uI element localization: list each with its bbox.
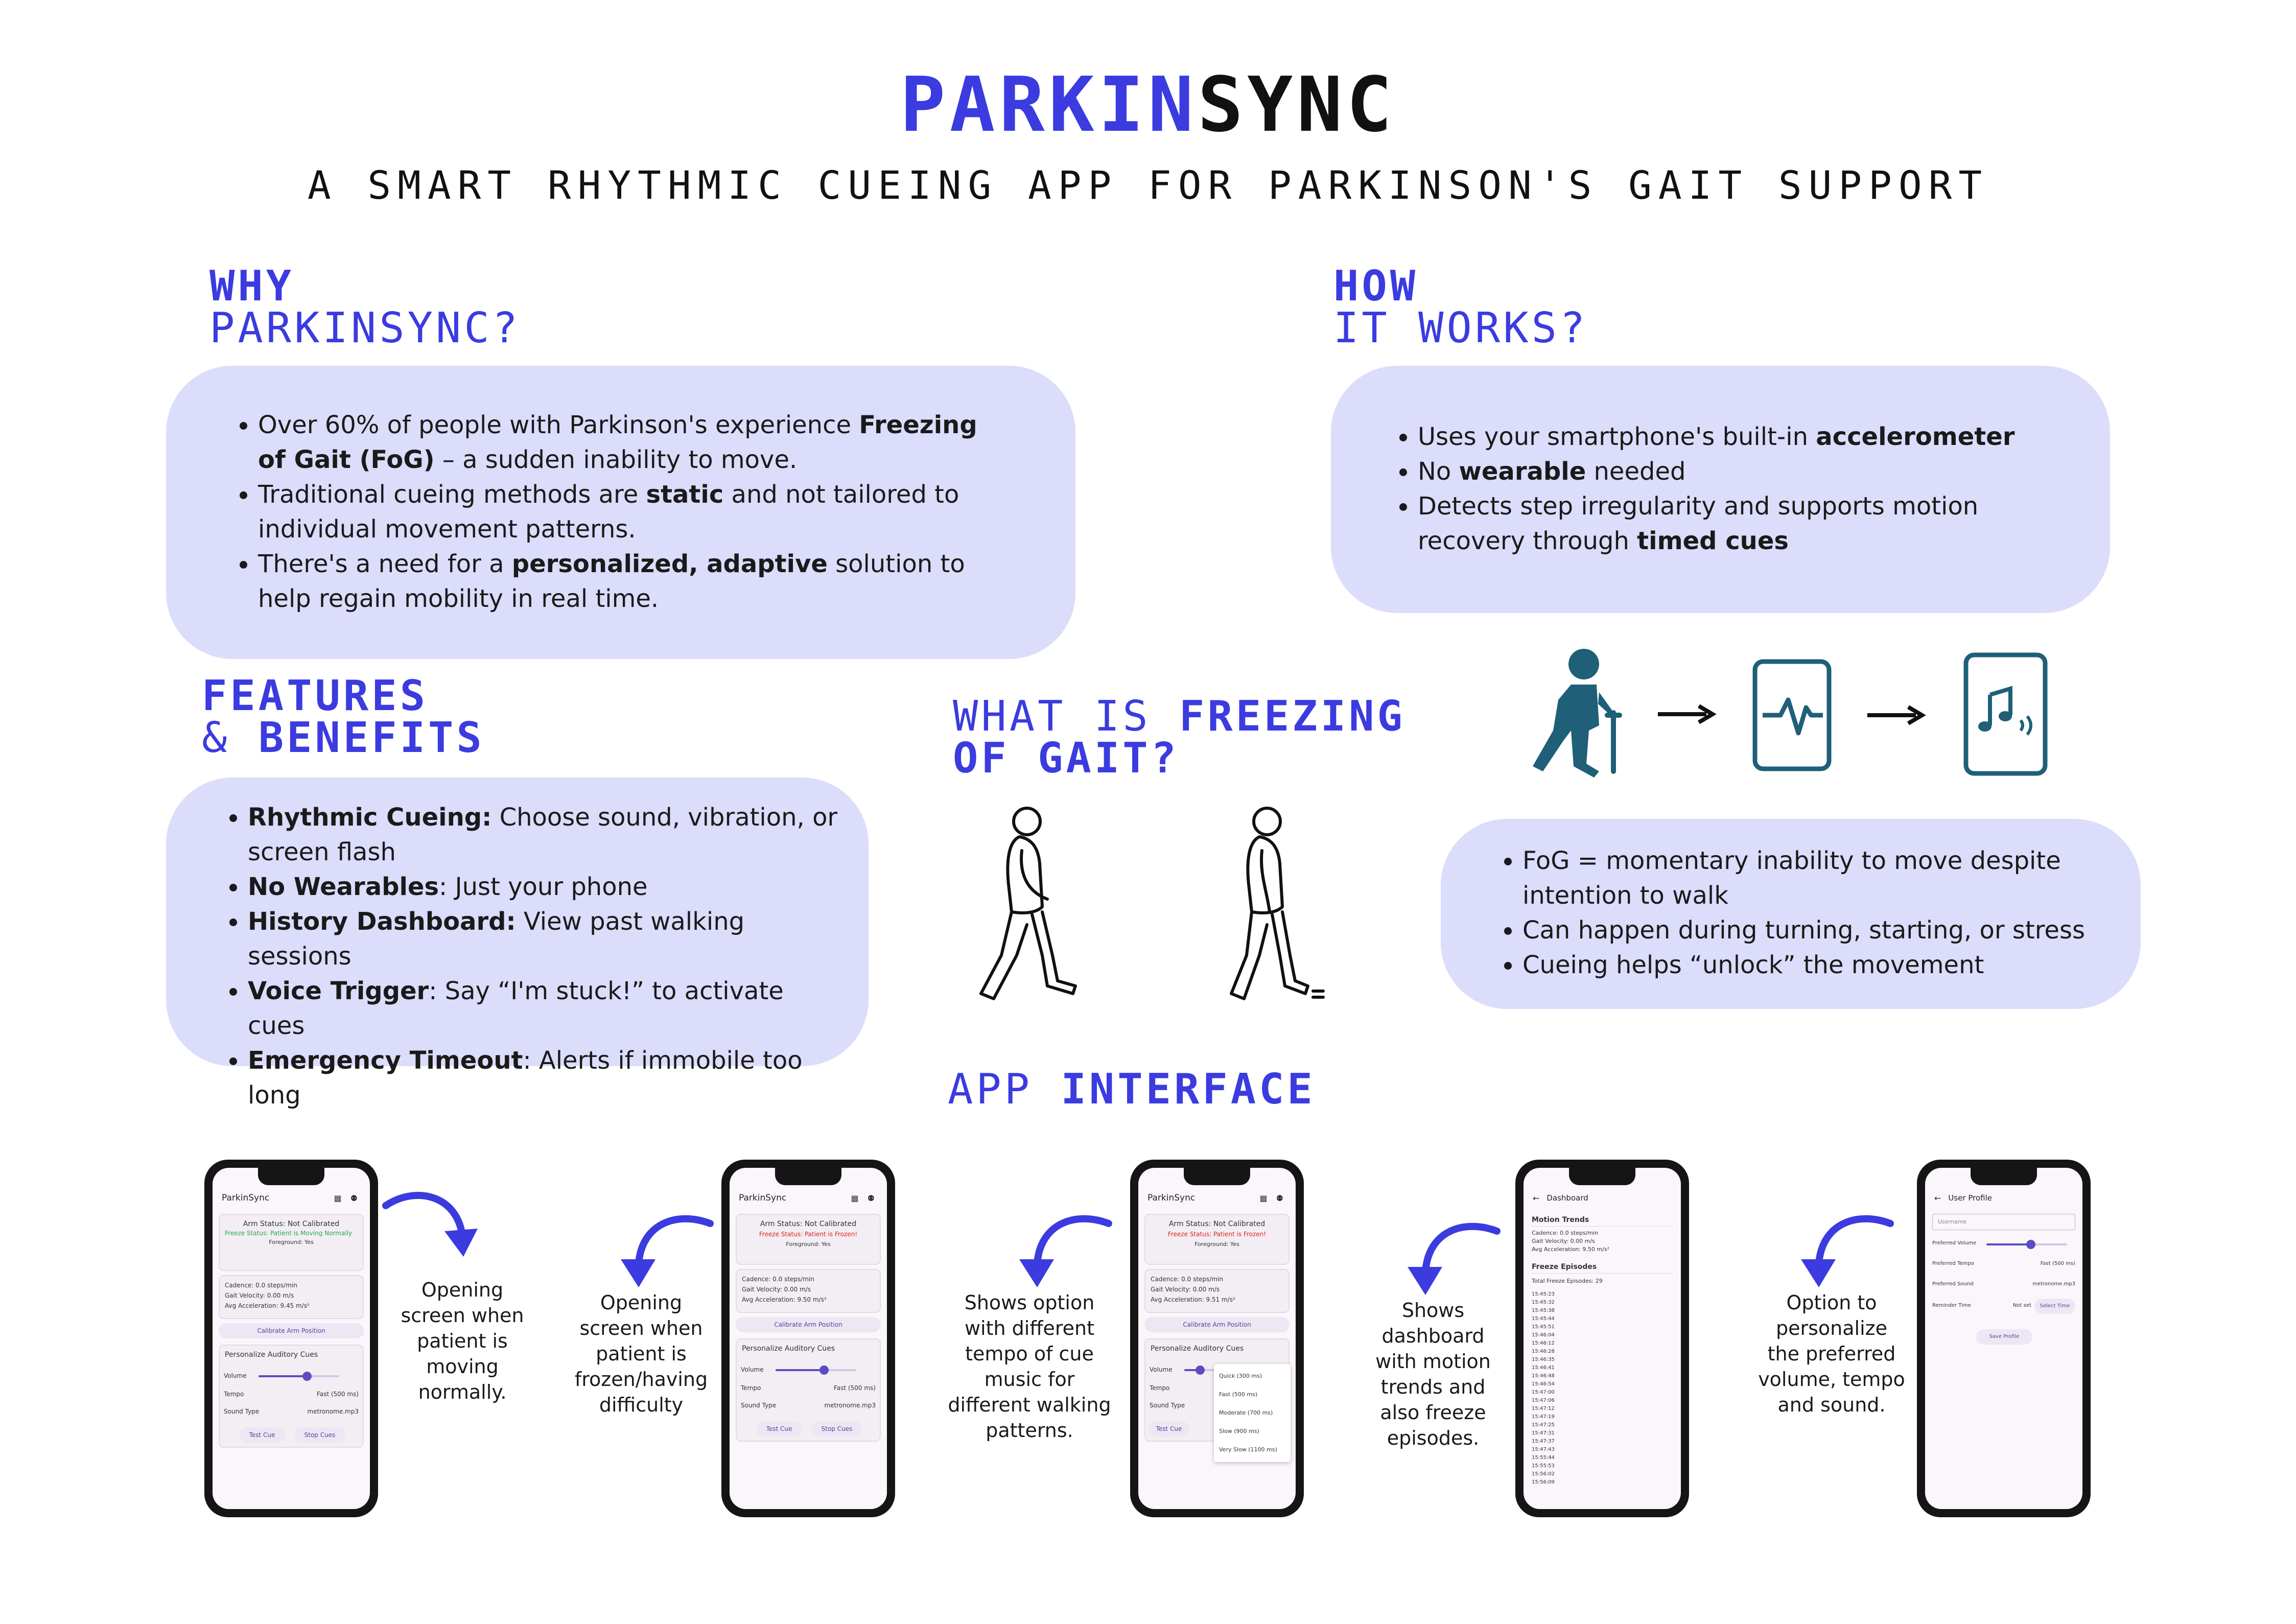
volume-slider[interactable] [776, 1369, 856, 1371]
freeze-episode-time: 15:46:48 [1532, 1373, 1555, 1379]
screen [1925, 1168, 2082, 1509]
how-list [1372, 419, 2059, 558]
tempo-dropdown[interactable] [1214, 1364, 1291, 1462]
features-bubble [166, 778, 869, 1110]
freeze-episode-time: 15:46:12 [1532, 1340, 1555, 1346]
test-cue-button[interactable]: Test Cue [239, 1427, 285, 1443]
freeze-episode-time: 15:47:12 [1532, 1406, 1555, 1411]
why-item: • Over 60% of people with Parkinson's experience Freezing of Gait (FoG) – a sudden inability to move. [258, 408, 1009, 477]
how-item: • Detects step irregularity and supports motion recovery through timed cues [1418, 489, 2059, 558]
cadence: Cadence: 0.0 steps/min [1151, 1276, 1223, 1283]
flow-icons [1522, 644, 2064, 787]
page-subtitle: A SMART RHYTHMIC CUEING APP FOR PARKINSON'S GAIT SUPPORT [307, 162, 1989, 208]
freeze-episode-time: 15:46:04 [1532, 1332, 1555, 1338]
motion-trends-title: Motion Trends [1532, 1216, 1589, 1224]
app-title: ParkinSync [1147, 1193, 1196, 1203]
features-heading-line2: BENEFITS [258, 714, 485, 762]
sound-type-row[interactable]: Sound Type metronome.mp3 [224, 1408, 359, 1415]
preferred-tempo-row[interactable]: Preferred Tempo Fast (500 ms) [1932, 1261, 2075, 1266]
tempo-option[interactable]: Slow (900 ms) [1219, 1428, 1259, 1434]
freeze-episode-time: 15:47:19 [1532, 1414, 1555, 1420]
freeze-episode-time: 15:47:31 [1532, 1430, 1555, 1436]
how-bubble [1331, 366, 2110, 613]
tempo-option[interactable]: Fast (500 ms) [1219, 1391, 1258, 1398]
sound-type-row[interactable]: Sound Type [1150, 1402, 1185, 1409]
tempo-option[interactable]: Very Slow (1100 ms) [1219, 1446, 1277, 1453]
freeze-episode-time: 15:55:53 [1532, 1463, 1555, 1469]
freeze-status: Freeze Status: Patient is Moving Normally [225, 1230, 353, 1237]
freeze-episode-time: 15:46:28 [1532, 1349, 1555, 1354]
status-card [736, 1214, 881, 1265]
freeze-episode-time: 15:45:51 [1532, 1324, 1555, 1330]
screen [730, 1168, 887, 1509]
freeze-status: Freeze Status: Patient is Frozen! [1167, 1231, 1267, 1238]
phone-screen-user-profile [1917, 1160, 2091, 1517]
why-bubble [166, 366, 1075, 659]
total-freeze: Total Freeze Episodes: 29 [1532, 1278, 1603, 1284]
tempo-option[interactable]: Moderate (700 ms) [1219, 1409, 1273, 1416]
features-list [202, 800, 838, 1113]
calibrate-button[interactable]: Calibrate Arm Position [1144, 1317, 1290, 1332]
back-arrow-icon[interactable]: ← [1533, 1193, 1540, 1203]
caption-normal: Opening screen when patient is moving normally. [401, 1279, 524, 1403]
status-card [1144, 1214, 1290, 1265]
personalize-title: Personalize Auditory Cues [742, 1345, 835, 1353]
fog-item: • FoG = momentary inability to move despite intention to walk [1522, 843, 2110, 913]
gait-velocity: Gait Velocity: 0.00 m/s [1532, 1238, 1595, 1244]
preferred-sound-row[interactable]: Preferred Sound metronome.mp3 [1932, 1281, 2075, 1287]
page-title [0, 61, 2296, 148]
fog-list [1477, 843, 2110, 982]
app-interface-heading [948, 1065, 1316, 1114]
phone-notch [258, 1168, 324, 1185]
reminder-row: Reminder Time Not set [1932, 1303, 2031, 1308]
screen [213, 1168, 370, 1509]
cadence: Cadence: 0.0 steps/min [742, 1276, 814, 1283]
title-part1: PARKIN [900, 61, 1198, 149]
curved-arrow-icon [1402, 1221, 1505, 1303]
how-heading [1333, 262, 1588, 352]
freeze-episode-time: 15:46:54 [1532, 1381, 1555, 1387]
app-bar [1533, 1190, 1672, 1206]
features-heading [202, 672, 485, 762]
frozen-person-icon [1231, 808, 1323, 999]
volume-slider[interactable] [259, 1375, 339, 1377]
how-heading-line1: HOW [1333, 262, 1419, 311]
calibrate-button[interactable]: Calibrate Arm Position [219, 1323, 364, 1338]
foreground-status: Foreground: Yes [1194, 1241, 1239, 1248]
arrow-icon [1867, 707, 1922, 723]
how-item: • Uses your smartphone's built-in accelerometer [1418, 419, 2059, 454]
fog-heading-line2: OF GAIT? [953, 734, 1179, 783]
arm-status: Arm Status: Not Calibrated [243, 1220, 340, 1228]
features-item: • No Wearables: Just your phone [248, 869, 838, 904]
volume-slider[interactable] [1986, 1243, 2067, 1245]
cadence: Cadence: 0.0 steps/min [225, 1282, 297, 1289]
how-item: • No wearable needed [1418, 454, 2059, 489]
why-item: • Traditional cueing methods are static and not tailored to individual movement patterns. [258, 477, 1009, 547]
caption-tempo: Shows option with different tempo of cue music for different walking patterns. [948, 1291, 1111, 1442]
avg-acceleration: Avg Acceleration: 9.51 m/s² [1151, 1296, 1235, 1303]
app-interface-bold: INTERFACE [1061, 1065, 1316, 1114]
why-list [212, 408, 1009, 616]
freeze-episode-time: 15:47:43 [1532, 1447, 1555, 1452]
app-bar [222, 1190, 361, 1206]
phone-screen-tempo-options [1130, 1160, 1304, 1517]
cadence: Cadence: 0.0 steps/min [1532, 1230, 1599, 1236]
freeze-episode-time: 15:46:35 [1532, 1357, 1555, 1362]
freeze-episode-time: 15:56:02 [1532, 1471, 1555, 1477]
test-cue-button[interactable]: Test Cue [1149, 1421, 1189, 1437]
freeze-episode-time: 15:45:23 [1532, 1291, 1555, 1297]
freeze-episode-time: 15:55:44 [1532, 1455, 1555, 1461]
fog-item: • Cueing helps “unlock” the movement [1522, 948, 2110, 982]
calibrate-button[interactable]: Calibrate Arm Position [736, 1317, 881, 1332]
select-time-button[interactable]: Select Time [2034, 1299, 2075, 1314]
caption-frozen: Opening screen when patient is frozen/having difficulty [574, 1291, 708, 1416]
why-heading [209, 262, 521, 352]
app-interface-light: APP [948, 1065, 1061, 1114]
fog-item: • Can happen during turning, starting, or stress [1522, 913, 2110, 948]
stop-cues-button[interactable]: Stop Cues [294, 1427, 345, 1443]
tempo-row[interactable]: Tempo Fast (500 ms) [224, 1391, 359, 1398]
metrics-card [1144, 1269, 1290, 1313]
caption-dashboard: Shows dashboard with motion trends and also freeze episodes. [1375, 1299, 1491, 1449]
arm-status: Arm Status: Not Calibrated [1168, 1220, 1266, 1228]
features-heading-amp: & [202, 714, 259, 762]
phone-screen-frozen [721, 1160, 895, 1517]
why-item: • There's a need for a personalized, adaptive solution to help regain mobility in real time. [258, 547, 1009, 616]
foreground-status: Foreground: Yes [786, 1241, 831, 1248]
avg-acceleration: Avg Acceleration: 9.45 m/s² [225, 1302, 310, 1309]
phone-music-icon [1966, 655, 2045, 773]
how-heading-line2: IT WORKS? [1333, 304, 1588, 352]
personalize-title: Personalize Auditory Cues [225, 1351, 318, 1359]
phone-notch [775, 1168, 841, 1185]
freeze-status: Freeze Status: Patient is Frozen! [759, 1231, 858, 1238]
app-title: ParkinSync [222, 1193, 270, 1203]
menu-icons[interactable]: ▦ ⚉ [334, 1193, 361, 1203]
avg-acceleration: Avg Acceleration: 9.50 m/s² [742, 1296, 827, 1303]
arrow-icon [1658, 706, 1713, 722]
app-title: Dashboard [1547, 1193, 1588, 1203]
walking-figures [971, 802, 1339, 1011]
screen [1524, 1168, 1681, 1509]
sound-type-row[interactable]: Sound Type metronome.mp3 [741, 1402, 876, 1409]
metrics-card [736, 1269, 881, 1313]
tempo-row[interactable]: Tempo [1150, 1384, 1170, 1392]
app-title: ParkinSync [739, 1193, 787, 1203]
walking-cane-person-icon [1533, 649, 1620, 778]
stop-cues-button[interactable]: Stop Cues [811, 1421, 862, 1437]
gait-velocity: Gait Velocity: 0.00 m/s [742, 1286, 811, 1293]
phone-notch [1971, 1168, 2037, 1185]
freeze-episode-list [1532, 1290, 1555, 1487]
title-part2: SYNC [1198, 61, 1396, 149]
divider [1532, 1226, 1673, 1227]
freeze-episodes-title: Freeze Episodes [1532, 1263, 1597, 1271]
tempo-option[interactable]: Quick (300 ms) [1219, 1373, 1262, 1379]
phone-screen-normal [204, 1160, 378, 1517]
freeze-episode-time: 15:47:37 [1532, 1439, 1555, 1444]
test-cue-button[interactable]: Test Cue [756, 1421, 802, 1437]
metrics-card [219, 1275, 364, 1319]
volume-row: Volume [1150, 1366, 1173, 1373]
menu-icons[interactable]: ▦ ⚉ [851, 1193, 878, 1203]
fog-bubble [1441, 819, 2141, 1009]
features-item: • Voice Trigger: Say “I'm stuck!” to activate cues [248, 974, 838, 1043]
gait-velocity: Gait Velocity: 0.00 m/s [225, 1292, 294, 1299]
fog-heading-bold: FREEZING [1179, 692, 1405, 741]
phone-notch [1184, 1168, 1250, 1185]
screen [1138, 1168, 1296, 1509]
curved-arrow-icon [381, 1190, 483, 1272]
phone-heartbeat-icon [1755, 662, 1829, 769]
phone-screen-dashboard [1515, 1160, 1689, 1517]
freeze-episode-time: 15:47:25 [1532, 1422, 1555, 1428]
features-item: • Rhythmic Cueing: Choose sound, vibration, or screen flash [248, 800, 838, 869]
divider [1532, 1273, 1673, 1274]
features-item: • History Dashboard: View past walking sessions [248, 904, 838, 974]
freeze-episode-time: 15:45:44 [1532, 1316, 1555, 1322]
caption-profile: Option to personalize the preferred volume, tempo and sound. [1758, 1291, 1905, 1416]
curved-arrow-icon [1014, 1213, 1116, 1295]
app-title: User Profile [1948, 1193, 1993, 1203]
features-item: • Emergency Timeout: Alerts if immobile too long [248, 1043, 838, 1113]
tempo-row[interactable]: Tempo Fast (500 ms) [741, 1384, 876, 1392]
fog-heading-light: WHAT IS [953, 692, 1179, 741]
curved-arrow-icon [1796, 1213, 1898, 1295]
status-card [219, 1214, 364, 1271]
curved-arrow-icon [616, 1213, 718, 1295]
app-bar [739, 1190, 878, 1206]
volume-row: Volume [224, 1372, 247, 1379]
menu-icons[interactable]: ▦ ⚉ [1259, 1193, 1286, 1203]
personalize-title: Personalize Auditory Cues [1151, 1345, 1244, 1353]
freeze-episode-time: 15:45:38 [1532, 1308, 1555, 1313]
features-heading-line1: FEATURES [202, 672, 428, 720]
freeze-episode-time: 15:45:32 [1532, 1300, 1555, 1305]
freeze-episode-time: 15:46:41 [1532, 1365, 1555, 1371]
walking-person-icon [981, 808, 1075, 999]
freeze-episode-time: 15:47:00 [1532, 1390, 1555, 1395]
preferred-volume-row: Preferred Volume [1932, 1240, 1977, 1246]
gait-velocity: Gait Velocity: 0.00 m/s [1151, 1286, 1220, 1293]
why-heading-line2: PARKINSYNC? [209, 304, 521, 352]
username-placeholder: Username [1938, 1218, 1967, 1225]
why-heading-line1: WHY [209, 262, 295, 311]
username-input[interactable] [1932, 1214, 2075, 1230]
freeze-episode-time: 15:56:09 [1532, 1479, 1555, 1485]
back-arrow-icon[interactable]: ← [1934, 1193, 1941, 1203]
fog-heading [953, 692, 1405, 783]
avg-acceleration: Avg Acceleration: 9.50 m/s² [1532, 1246, 1609, 1253]
freeze-episode-time: 15:47:06 [1532, 1398, 1555, 1403]
phone-notch [1569, 1168, 1635, 1185]
app-bar [1147, 1190, 1286, 1206]
save-profile-button[interactable]: Save Profile [1976, 1329, 2032, 1345]
foreground-status: Foreground: Yes [269, 1239, 314, 1245]
app-bar [1934, 1190, 2073, 1206]
volume-row: Volume [741, 1366, 764, 1373]
arm-status: Arm Status: Not Calibrated [760, 1220, 857, 1228]
